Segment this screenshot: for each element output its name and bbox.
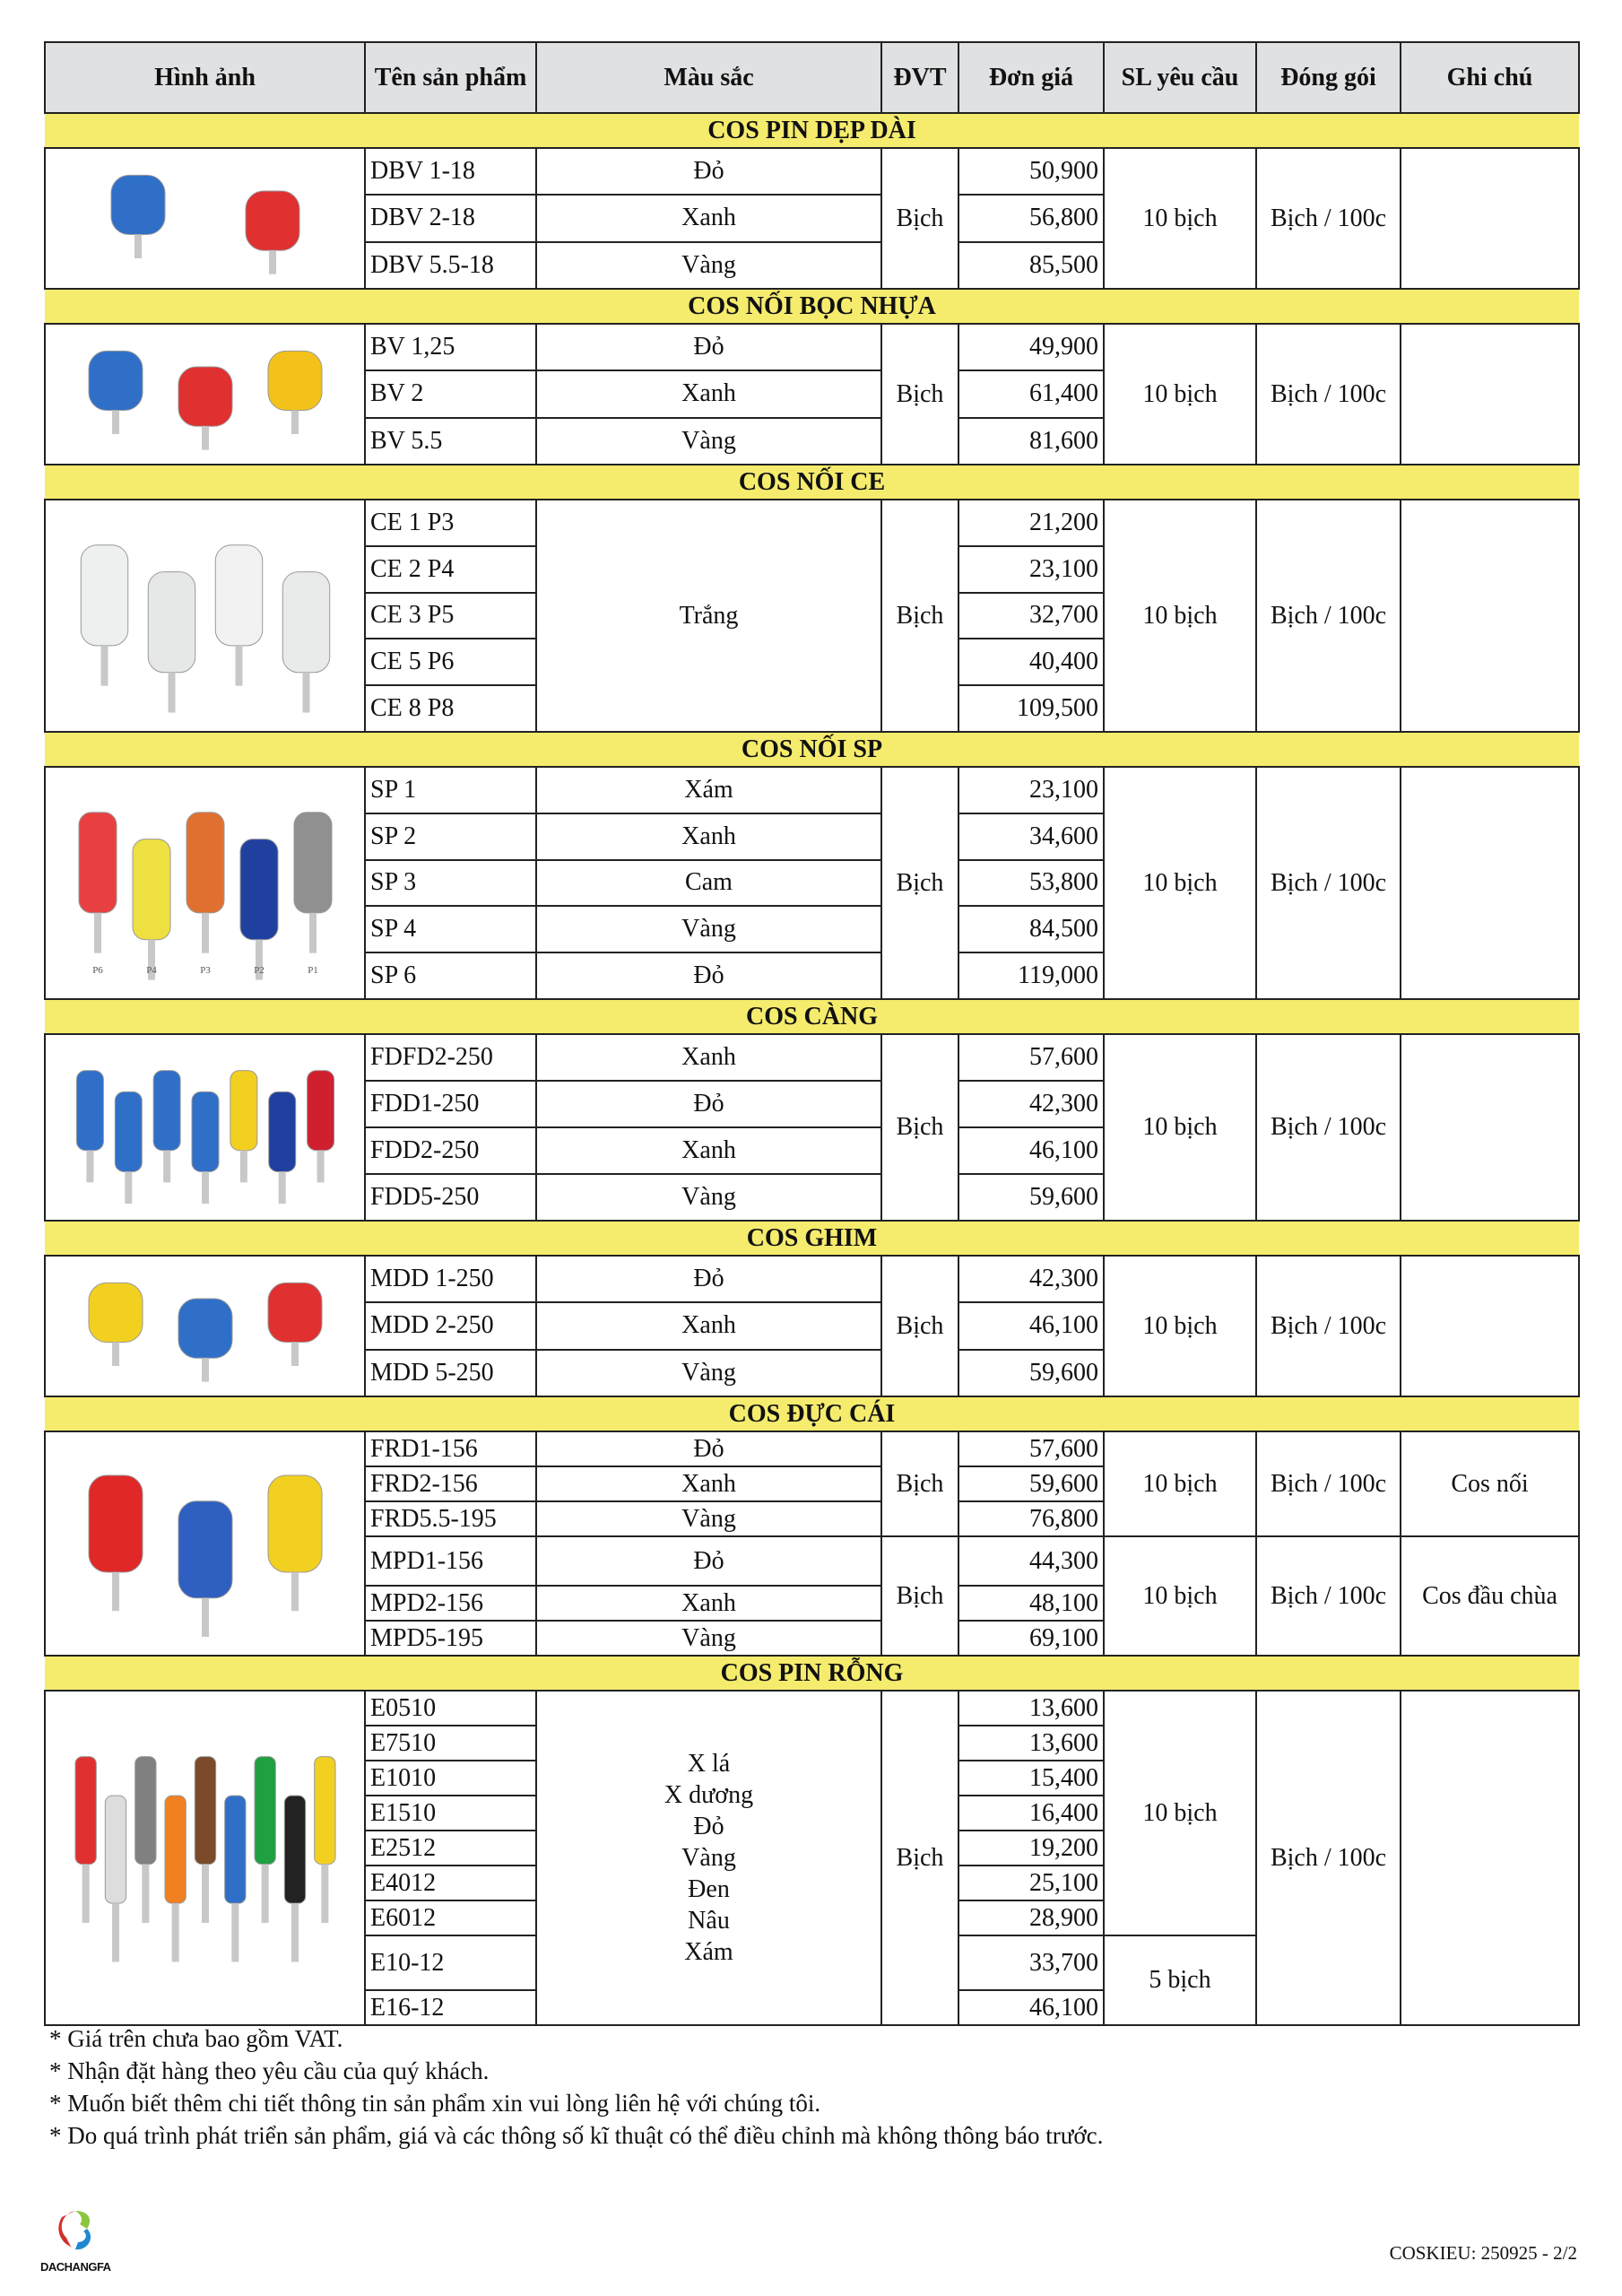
metal-pin-shape [112,1903,119,1961]
color-option: X lá [687,1750,731,1778]
product-color: Vàng [536,242,881,289]
metal-pin-shape [202,913,209,953]
product-color: Vàng [536,1174,881,1221]
metal-pin-shape [142,1865,149,1923]
product-name: SP 4 [365,906,536,952]
section-title: COS ĐỰC CÁI [45,1396,1579,1431]
required-quantity: 10 bịch [1104,767,1256,999]
unit-price: 59,600 [958,1174,1104,1221]
notes [49,2022,1103,2152]
metal-pin-shape [171,1903,178,1961]
connector-shape [134,1757,155,1865]
connector-shape [148,572,195,673]
section-header-row [45,289,1579,324]
unit-price: 76,800 [958,1501,1104,1536]
product-name: SP 2 [365,813,536,860]
size-label: P1 [307,965,318,976]
note [1401,1691,1579,2025]
connector-shape [230,1071,256,1151]
section-title: COS NỐI BỌC NHỰA [45,289,1579,324]
connector-shape [178,1299,232,1358]
product-color [536,500,881,732]
unit-price: 42,300 [958,1256,1104,1302]
product-color: Đỏ [536,1536,881,1586]
unit-price: 48,100 [958,1586,1104,1621]
unit-price: 23,100 [958,767,1104,813]
product-row [45,767,1579,813]
product-color: Vàng [536,1501,881,1536]
size-label: P4 [145,965,157,976]
product-name: MDD 2-250 [365,1302,536,1349]
unit-price: 109,500 [958,685,1104,732]
section-header-row [45,465,1579,500]
product-name: MPD2-156 [365,1586,536,1621]
unit: Bịch [881,324,958,465]
product-name: CE 8 P8 [365,685,536,732]
unit-price: 16,400 [958,1796,1104,1831]
product-name: SP 3 [365,860,536,907]
note [1401,148,1579,289]
product-name: FDFD2-250 [365,1034,536,1081]
unit: Bịch [881,148,958,289]
metal-pin-shape [321,1865,328,1923]
unit-price: 59,600 [958,1350,1104,1396]
product-name: FRD5.5-195 [365,1501,536,1536]
section-title: COS NỐI CE [45,465,1579,500]
packaging: Bịch / 100c [1256,1691,1401,2025]
product-image-cell [45,324,365,465]
column-header: Ghi chú [1401,42,1579,113]
connector-shape [153,1071,180,1151]
note-line: * Do quá trình phát triển sản phẩm, giá và các thông số kĩ thuật có thể điều chỉnh mà không thông báo trước. [49,2122,1104,2149]
product-name: FRD2-156 [365,1466,536,1501]
packaging: Bịch / 100c [1256,148,1401,289]
connector-shape [246,191,299,250]
metal-pin-shape [291,1572,299,1611]
note-line: * Nhận đặt hàng theo yêu cầu của quý khách. [49,2057,490,2084]
product-color: Đỏ [536,1081,881,1127]
connector-shape [111,175,165,234]
unit-price: 33,700 [958,1935,1104,1990]
metal-pin-shape [269,250,276,274]
product-row [45,1691,1579,1726]
connector-shape [224,1796,245,1903]
unit: Bịch [881,1256,958,1396]
metal-pin-shape [239,1151,247,1183]
product-name: SP 1 [365,767,536,813]
section-header-row [45,1396,1579,1431]
product-name: DBV 1-18 [365,148,536,195]
packaging: Bịch / 100c [1256,767,1401,999]
size-label: P6 [91,965,103,976]
size-label: P3 [199,965,211,976]
packaging: Bịch / 100c [1256,1256,1401,1396]
required-quantity: 10 bịch [1104,148,1256,289]
connector-shape [294,813,332,913]
connector-shape [115,1091,142,1171]
unit-price: 15,400 [958,1761,1104,1796]
product-name: CE 5 P6 [365,639,536,685]
packaging: Bịch / 100c [1256,1536,1401,1656]
product-name: SP 6 [365,952,536,999]
product-color: Xanh [536,1034,881,1081]
connector-shape [105,1796,126,1903]
product-color: Xanh [536,1127,881,1174]
twist-on-wire-connector-image [53,768,358,991]
section-title: COS GHIM [45,1221,1579,1256]
product-name: FDD5-250 [365,1174,536,1221]
ferrule-terminal-image [53,1692,358,2017]
metal-pin-shape [100,646,108,686]
connector-shape [89,1283,143,1342]
required-quantity: 10 bịch [1104,1536,1256,1656]
product-name: E10-12 [365,1935,536,1990]
metal-pin-shape [202,1171,209,1204]
metal-pin-shape [112,411,119,434]
connector-shape [307,1071,334,1151]
packaging: Bịch / 100c [1256,1431,1401,1536]
product-name: DBV 5.5-18 [365,242,536,289]
unit-price: 46,100 [958,1990,1104,2025]
product-row [45,1034,1579,1081]
column-header: Đơn giá [958,42,1104,113]
product-color: Xanh [536,1302,881,1349]
unit-price: 119,000 [958,952,1104,999]
connector-shape [76,1071,103,1151]
connector-shape [178,1501,232,1598]
connector-shape [282,572,330,673]
metal-pin-shape [261,1865,268,1923]
pin-flat-terminal-image [53,149,358,281]
unit-price: 57,600 [958,1034,1104,1081]
size-label: P2 [253,965,265,976]
unit-price: 21,200 [958,500,1104,546]
connector-shape [268,1475,322,1572]
product-name: E7510 [365,1726,536,1761]
required-quantity: 10 bịch [1104,1256,1256,1396]
unit-price: 40,400 [958,639,1104,685]
product-color: Xanh [536,1466,881,1501]
unit-price: 13,600 [958,1691,1104,1726]
product-name: E1510 [365,1796,536,1831]
product-color: Vàng [536,1350,881,1396]
product-name: E16-12 [365,1990,536,2025]
unit-price: 46,100 [958,1127,1104,1174]
product-name: FDD1-250 [365,1081,536,1127]
connector-shape [186,813,224,913]
metal-pin-shape [125,1171,132,1204]
metal-pin-shape [317,1151,324,1183]
packaging: Bịch / 100c [1256,500,1401,732]
product-image-cell [45,1691,365,2025]
unit-price: 49,900 [958,324,1104,370]
logo-text: DACHANGFA [40,2260,111,2274]
male-spade-terminal-image [53,1257,358,1388]
unit-price: 44,300 [958,1536,1104,1586]
unit-price: 23,100 [958,546,1104,593]
note-line: * Muốn biết thêm chi tiết thông tin sản phẩm xin vui lòng liên hệ với chúng tôi. [49,2090,821,2117]
product-name: CE 1 P3 [365,500,536,546]
product-color: Vàng [536,1621,881,1656]
connector-shape [89,351,143,410]
butt-connector-image [53,325,358,457]
column-header: Đóng gói [1256,42,1401,113]
packaging: Bịch / 100c [1256,324,1401,465]
required-quantity: 10 bịch [1104,1431,1256,1536]
note [1401,1256,1579,1396]
product-name: DBV 2-18 [365,195,536,241]
unit: Bịch [881,1691,958,2025]
metal-pin-shape [291,1343,299,1366]
unit-price: 84,500 [958,906,1104,952]
required-quantity: 10 bịch [1104,324,1256,465]
product-color: Đỏ [536,1431,881,1466]
header-row [45,42,1579,113]
connector-shape [284,1796,305,1903]
metal-pin-shape [112,1343,119,1366]
note [1401,1034,1579,1221]
product-color: Đỏ [536,1256,881,1302]
section-header-row [45,1221,1579,1256]
document-code: COSKIEU: 250925 - 2/2 [1389,2242,1577,2264]
metal-pin-shape [291,1903,299,1961]
connector-shape [255,1757,275,1865]
unit-price: 46,100 [958,1302,1104,1349]
unit: Bịch [881,1431,958,1536]
connector-shape [89,1475,143,1572]
bullet-connector-image [53,1432,358,1648]
column-header: Tên sản phẩm [365,42,536,113]
unit-price: 59,600 [958,1466,1104,1501]
unit-price: 34,600 [958,813,1104,860]
product-name: BV 5.5 [365,418,536,465]
product-color [536,1691,881,2025]
unit-price: 56,800 [958,195,1104,241]
color-option: Vàng [681,1844,736,1872]
metal-pin-shape [82,1865,89,1923]
company-logo [40,2206,111,2274]
unit: Bịch [881,500,958,732]
product-color: Đỏ [536,324,881,370]
metal-pin-shape [235,646,242,686]
connector-shape [81,545,128,646]
column-header: Hình ảnh [45,42,365,113]
metal-pin-shape [278,1171,285,1204]
product-row [45,1431,1579,1466]
product-name: MPD5-195 [365,1621,536,1656]
product-color: Cam [536,860,881,907]
unit-price: 85,500 [958,242,1104,289]
product-color: Đỏ [536,952,881,999]
product-row [45,1256,1579,1302]
product-name: MPD1-156 [365,1536,536,1586]
connector-shape [314,1757,334,1865]
unit-price: 69,100 [958,1621,1104,1656]
product-image-cell [45,767,365,999]
section-header-row [45,113,1579,148]
connector-shape [240,839,278,940]
product-name: E6012 [365,1900,536,1935]
note [1401,324,1579,465]
product-name: BV 2 [365,370,536,417]
unit-price: 25,100 [958,1866,1104,1900]
unit-price: 13,600 [958,1726,1104,1761]
connector-shape [268,1091,295,1171]
metal-pin-shape [202,1358,209,1381]
metal-pin-shape [134,235,142,258]
unit-price: 53,800 [958,860,1104,907]
unit-price: 19,200 [958,1831,1104,1866]
note-line: * Giá trên chưa bao gồm VAT. [49,2025,343,2052]
product-name: FRD1-156 [365,1431,536,1466]
product-color: Xám [536,767,881,813]
product-name: E0510 [365,1691,536,1726]
metal-pin-shape [94,913,101,953]
required-quantity: 10 bịch [1104,1034,1256,1221]
unit: Bịch [881,1034,958,1221]
product-image-cell [45,1034,365,1221]
color-option: Nâu [688,1907,730,1935]
column-header: ĐVT [881,42,958,113]
section-title: COS PIN RỖNG [45,1656,1579,1691]
section-header-row [45,1656,1579,1691]
note: Cos đầu chùa [1401,1536,1579,1656]
connector-shape [79,813,117,913]
connector-shape [192,1091,219,1171]
metal-pin-shape [291,411,299,434]
color-option: Đỏ [693,1813,724,1840]
metal-pin-shape [163,1151,170,1183]
unit-price: 28,900 [958,1900,1104,1935]
unit: Bịch [881,1536,958,1656]
required-quantity: 10 bịch [1104,500,1256,732]
unit: Bịch [881,767,958,999]
product-color: Xanh [536,813,881,860]
metal-pin-shape [231,1903,239,1961]
product-name: MDD 1-250 [365,1256,536,1302]
connector-shape [133,839,170,940]
metal-pin-shape [168,673,175,713]
product-name: E4012 [365,1866,536,1900]
section-title: COS CÀNG [45,999,1579,1034]
metal-pin-shape [202,1865,209,1923]
color-option: Trắng [679,602,739,630]
metal-pin-shape [302,673,309,713]
connector-shape [178,367,232,426]
product-name: FDD2-250 [365,1127,536,1174]
product-color: Đỏ [536,148,881,195]
connector-shape [268,1283,322,1342]
product-row [45,148,1579,195]
unit-price: 32,700 [958,593,1104,639]
note: Cos nối [1401,1431,1579,1536]
connector-shape [195,1757,215,1865]
metal-pin-shape [112,1572,119,1611]
product-name: E1010 [365,1761,536,1796]
note [1401,767,1579,999]
logo-icon [44,2206,107,2256]
product-row [45,324,1579,370]
product-name: BV 1,25 [365,324,536,370]
packaging: Bịch / 100c [1256,1034,1401,1221]
metal-pin-shape [202,1598,209,1637]
color-option: Đen [688,1875,730,1903]
section-title: COS NỐI SP [45,732,1579,767]
note [1401,500,1579,732]
required-quantity: 5 bịch [1104,1935,1256,2025]
price-table [44,41,1580,2026]
metal-pin-shape [86,1151,93,1183]
unit-price: 57,600 [958,1431,1104,1466]
product-row [45,500,1579,546]
unit-price: 61,400 [958,370,1104,417]
product-image-cell [45,148,365,289]
product-image-cell [45,1431,365,1656]
product-name: CE 2 P4 [365,546,536,593]
product-color: Xanh [536,1586,881,1621]
metal-pin-shape [202,426,209,449]
product-color: Vàng [536,906,881,952]
unit-price: 81,600 [958,418,1104,465]
color-option: X dương [664,1781,754,1809]
product-image-cell [45,500,365,732]
column-header: Màu sắc [536,42,881,113]
section-header-row [45,732,1579,767]
connector-shape [215,545,263,646]
product-color: Xanh [536,370,881,417]
unit-price: 42,300 [958,1081,1104,1127]
connector-shape [165,1796,186,1903]
column-header: SL yêu cầu [1104,42,1256,113]
female-spade-terminal-image [53,1035,358,1213]
product-name: CE 3 P5 [365,593,536,639]
section-title: COS PIN DẸP DÀI [45,113,1579,148]
color-option: Xám [684,1938,733,1966]
metal-pin-shape [309,913,317,953]
product-color: Vàng [536,418,881,465]
required-quantity: 10 bịch [1104,1691,1256,1935]
connector-shape [75,1757,96,1865]
product-name: MDD 5-250 [365,1350,536,1396]
product-color: Xanh [536,195,881,241]
section-header-row [45,999,1579,1034]
closed-end-connector-image [53,500,358,724]
connector-shape [268,351,322,410]
product-image-cell [45,1256,365,1396]
product-name: E2512 [365,1831,536,1866]
unit-price: 50,900 [958,148,1104,195]
